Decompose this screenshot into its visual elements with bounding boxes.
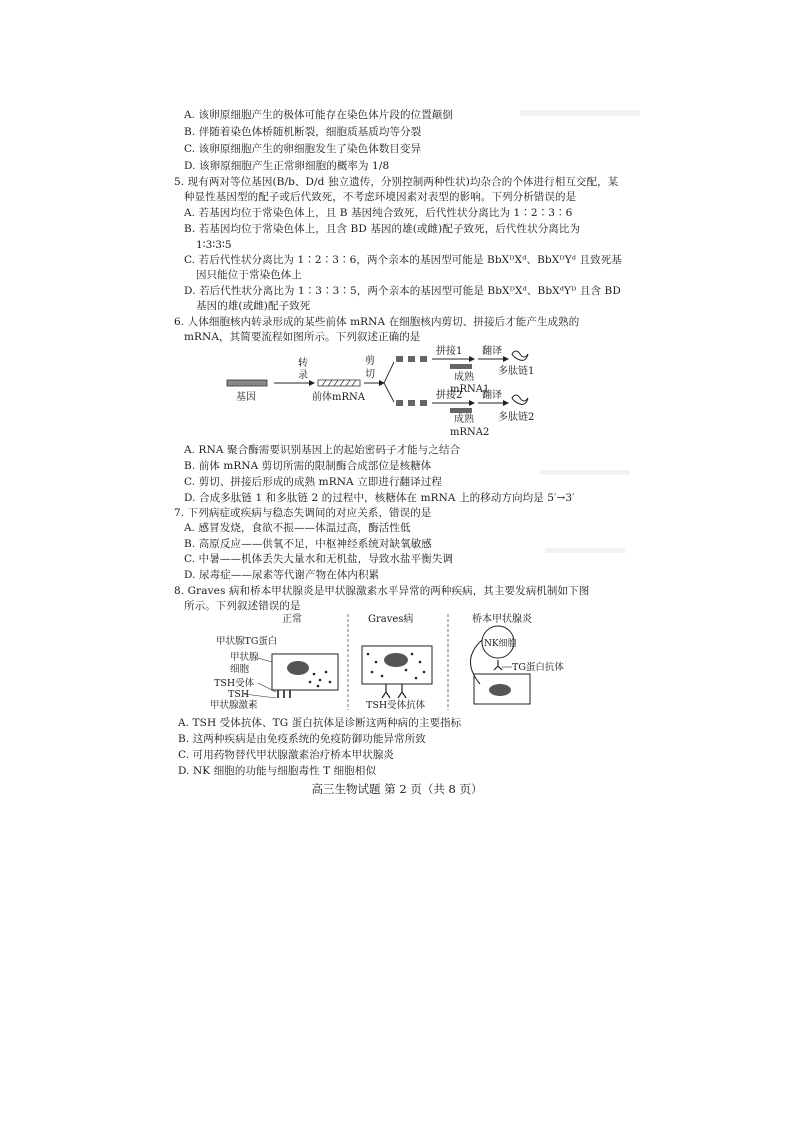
tg-antibody-label: TG蛋白抗体 [512,662,564,673]
q5-option-c-line2: 因只能位于常染色体上 [196,269,302,281]
q4-option-c: C. 该卵原细胞产生的卵细胞发生了染色体数目变异 [184,143,422,155]
q5-option-b-line2: 1∶3∶3∶5 [196,239,232,251]
branch-up [384,362,394,383]
bleed-through-mark [540,470,630,475]
pointer-line [258,683,276,692]
polypeptide2-label: 多肽链2 [498,412,535,423]
gene-bar [227,380,267,386]
nk-cell-label: NK细胞 [484,639,517,649]
mature-label-2: 成熟 [454,414,474,425]
q4-option-d: D. 该卵原细胞产生正常卵细胞的概率为 1/8 [184,160,390,172]
bleed-through-mark [545,548,625,553]
q7-option-b: B. 高原反应——供氧不足，中枢神经系统对缺氧敏感 [184,538,432,550]
mature-mrna2-bar [450,408,472,413]
exon-fragment [396,400,403,406]
q6-option-b: B. 前体 mRNA 剪切所需的限制酶合成部位是核糖体 [184,460,432,472]
transcribe-label-bottom: 录 [298,370,308,381]
q5-stem-line2: 种显性基因型的配子或后代致死，不考虑环境因素对表型的影响。下列分析错误的是 [184,191,577,203]
q8-stem-line2: 所示。下列叙述错误的是 [184,600,301,612]
mrna1-label: mRNA1 [450,384,490,395]
bleed-through-mark [520,110,640,116]
page-footer: 高三生物试题 第 2 页（共 8 页） [311,782,483,796]
q8-stem-line1: 8. Graves 病和桥本甲状腺炎是甲状腺激素水平异常的两种疾病，其主要发病机制如下图 [174,585,590,597]
q6-option-a: A. RNA 聚合酶需要识别基因上的起始密码子才能与之结合 [184,444,461,456]
exon-fragment [420,356,427,362]
nk-arc [470,640,482,684]
pre-mrna-label: 前体mRNA [312,392,365,403]
polypeptide1-label: 多肽链1 [498,366,535,377]
q5-option-d-line1: D. 若后代性状分离比为 1∶3∶3∶5，两个亲本的基因型可能是 BbXᴰXᵈ、BbXᵈYᴰ 且含 BD [184,285,621,297]
nucleus-normal [287,661,309,675]
q7-option-c: C. 中暑——机体丢失大量水和无机盐，导致水盐平衡失调 [184,553,454,565]
q6-option-d: D. 合成多肽链 1 和多肽链 2 的过程中，核糖体在 mRNA 上的移动方向均是 5′→3′ [184,492,575,504]
mrna-splicing-diagram [222,340,562,440]
gene-label: 基因 [236,392,256,403]
mature-label-1: 成熟 [454,372,474,383]
hormone-dots-normal [309,671,332,688]
exon-fragment [396,356,403,362]
q6-stem-line1: 6. 人体细胞核内转录形成的某些前体 mRNA 在细胞核内剪切、拼接后才能产生成熟的 [174,316,580,328]
q5-option-a: A. 若基因均位于常染色体上，且 B 基因纯合致死，后代性状分离比为 1∶2∶3∶6 [184,207,573,219]
cut-label-top: 剪 [365,356,375,367]
tsh-receptor-normal [278,690,290,698]
tsh-receptor-label: TSH受体 [214,678,255,689]
translate1-label: 翻译 [482,346,502,357]
thyroid-hormone-label: 甲状腺激素 [210,700,258,711]
q7-option-d: D. 尿毒症——尿素等代谢产物在体内积累 [184,569,380,581]
branch-down [384,383,394,402]
thyroid-cell-label-2: 细胞 [230,664,250,675]
polypeptide1-icon [512,351,528,360]
q4-option-b: B. 伴随着染色体桥随机断裂，细胞质基质均等分裂 [184,126,422,138]
exon-fragment [420,400,427,406]
thyroid-disease-diagram [206,610,606,714]
q7-stem: 7. 下列病症或疾病与稳态失调间的对应关系，错误的是 [174,507,432,519]
nucleus-graves [384,653,408,667]
q6-option-c: C. 剪切、拼接后形成的成熟 mRNA 立即进行翻译过程 [184,476,442,488]
tsh-label: TSH [228,689,250,700]
tsh-antibody-label: TSH受体抗体 [366,700,426,711]
tg-antibody-icon [494,660,502,670]
tsh-antibody-icon [382,684,406,698]
panel-hashimoto-title: 桥本甲状腺炎 [472,614,532,625]
nucleus-hashimoto [489,684,511,696]
q8-option-d: D. NK 细胞的功能与细胞毒性 T 细胞相似 [178,765,377,777]
q8-option-a: A. TSH 受体抗体、TG 蛋白抗体是诊断这两种病的主要指标 [178,717,462,729]
transcribe-label-top: 转 [298,358,308,369]
mature-mrna1-bar [450,364,472,369]
splice1-label: 拼接1 [436,346,463,357]
q5-stem-line1: 5. 现有两对等位基因(B/b、D/d 独立遗传，分别控制两种性状)均杂合的个体进行相互交配，某 [174,176,619,188]
panel-normal-title: 正常 [282,614,302,625]
mrna2-label: mRNA2 [450,427,490,438]
splice2-label: 拼接2 [436,390,463,401]
q8-option-c: C. 可用药物替代甲状腺激素治疗桥本甲状腺炎 [178,749,395,761]
cut-label-bottom: 切 [365,369,375,380]
q6-stem-line2: mRNA，其简要流程如图所示。下列叙述正确的是 [184,331,421,343]
translate2-label: 翻译 [482,390,502,401]
q5-option-c-line1: C. 若后代性状分离比为 1∶2∶3∶6，两个亲本的基因型可能是 BbXᴰXᵈ、BbXᴰYᵈ 且致死基 [184,254,622,266]
q8-option-b: B. 这两种疾病是由免疫系统的免疫防御功能异常所致 [178,733,426,745]
thyroid-cell-label-1: 甲状腺 [230,652,259,663]
exon-fragment [408,356,415,362]
panel-graves-title: Graves病 [368,614,414,625]
pointer-line [258,658,272,662]
exon-fragment [408,400,415,406]
polypeptide2-icon [512,395,528,404]
q5-option-d-line2: 基因的雄(或雌)配子致死 [196,300,311,312]
q5-option-b-line1: B. 若基因均位于常染色体上，且含 BD 基因的雄(或雌)配子致死，后代性状分离比为 [184,223,581,235]
q7-option-a: A. 感冒发烧，食欲不振——体温过高，酶活性低 [184,522,411,534]
tg-protein-label: 甲状腺TG蛋白 [216,636,278,647]
q4-option-a: A. 该卵原细胞产生的极体可能存在染色体片段的位置颠倒 [184,109,453,121]
